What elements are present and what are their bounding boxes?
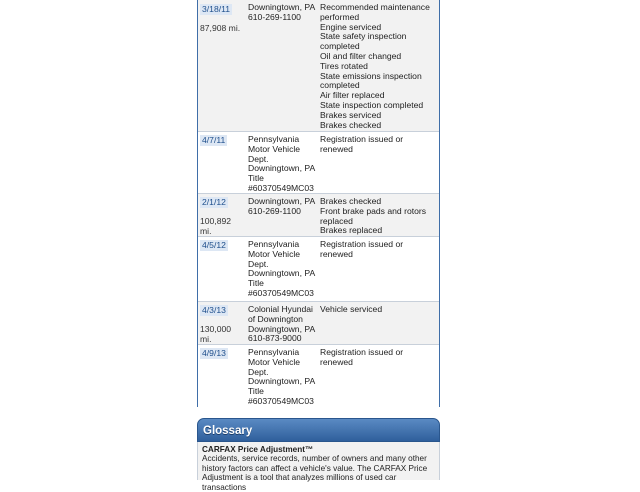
- glossary-header: [197, 418, 440, 442]
- record-source: Pennsylvania Motor Vehicle Dept. Downingtown, PA Title #60370549MC03: [248, 134, 316, 193]
- history-row: [198, 0, 439, 131]
- record-source: Downingtown, PA 610-269-1100: [248, 2, 316, 22]
- history-row: [198, 236, 439, 302]
- record-date: 2/1/12: [202, 197, 226, 207]
- history-row: [198, 131, 439, 194]
- record-source: Pennsylvania Motor Vehicle Dept. Downingtown, PA Title #60370549MC03: [248, 239, 316, 298]
- record-date: 4/5/12: [202, 240, 226, 250]
- record-mileage: 130,000 mi.: [200, 324, 232, 344]
- record-date: 4/3/13: [202, 305, 226, 315]
- record-source: Downingtown, PA 610-269-1100: [248, 196, 316, 216]
- record-date: 4/7/11: [202, 135, 226, 145]
- record-mileage: 100,892 mi.: [200, 216, 232, 236]
- record-date: 4/9/13: [202, 348, 226, 358]
- record-comments: Registration issued or renewed: [320, 134, 404, 154]
- record-comments: Registration issued or renewed: [320, 347, 404, 367]
- record-comments: Registration issued or renewed: [320, 239, 404, 259]
- history-row: [198, 193, 439, 237]
- history-row: [198, 301, 439, 345]
- record-source: Colonial Hyundai of Downington Downingtown, PA 610-873-9000: [248, 304, 316, 344]
- record-comments: Vehicle serviced: [320, 304, 383, 314]
- record-comments: Brakes checked Front brake pads and rotors replaced Brakes replaced: [320, 196, 427, 236]
- record-source: Pennsylvania Motor Vehicle Dept. Downingtown, PA Title #60370549MC03: [248, 347, 316, 406]
- glossary-body: [197, 442, 440, 492]
- glossary-title: Glossary: [203, 425, 253, 437]
- record-mileage: 87,908 mi.: [200, 23, 241, 33]
- vehicle-history-table: [197, 0, 440, 407]
- record-date: 3/18/11: [202, 4, 231, 14]
- history-row: [198, 344, 439, 407]
- record-comments: Recommended maintenance performed Engine serviced State safety inspection completed Oil and filter changed Tires rotated State emissions inspection completed Air filter replaced State inspection completed Brakes serviced Brakes checked: [320, 2, 430, 130]
- glossary-definition: Accidents, service records, number of owners and many other history factors can affect a vehicle's value. The CARFAX Price Adjustment is a tool that analyzes millions of used car transactions: [202, 454, 428, 492]
- glossary-term: CARFAX Price Adjustment™: [202, 445, 314, 454]
